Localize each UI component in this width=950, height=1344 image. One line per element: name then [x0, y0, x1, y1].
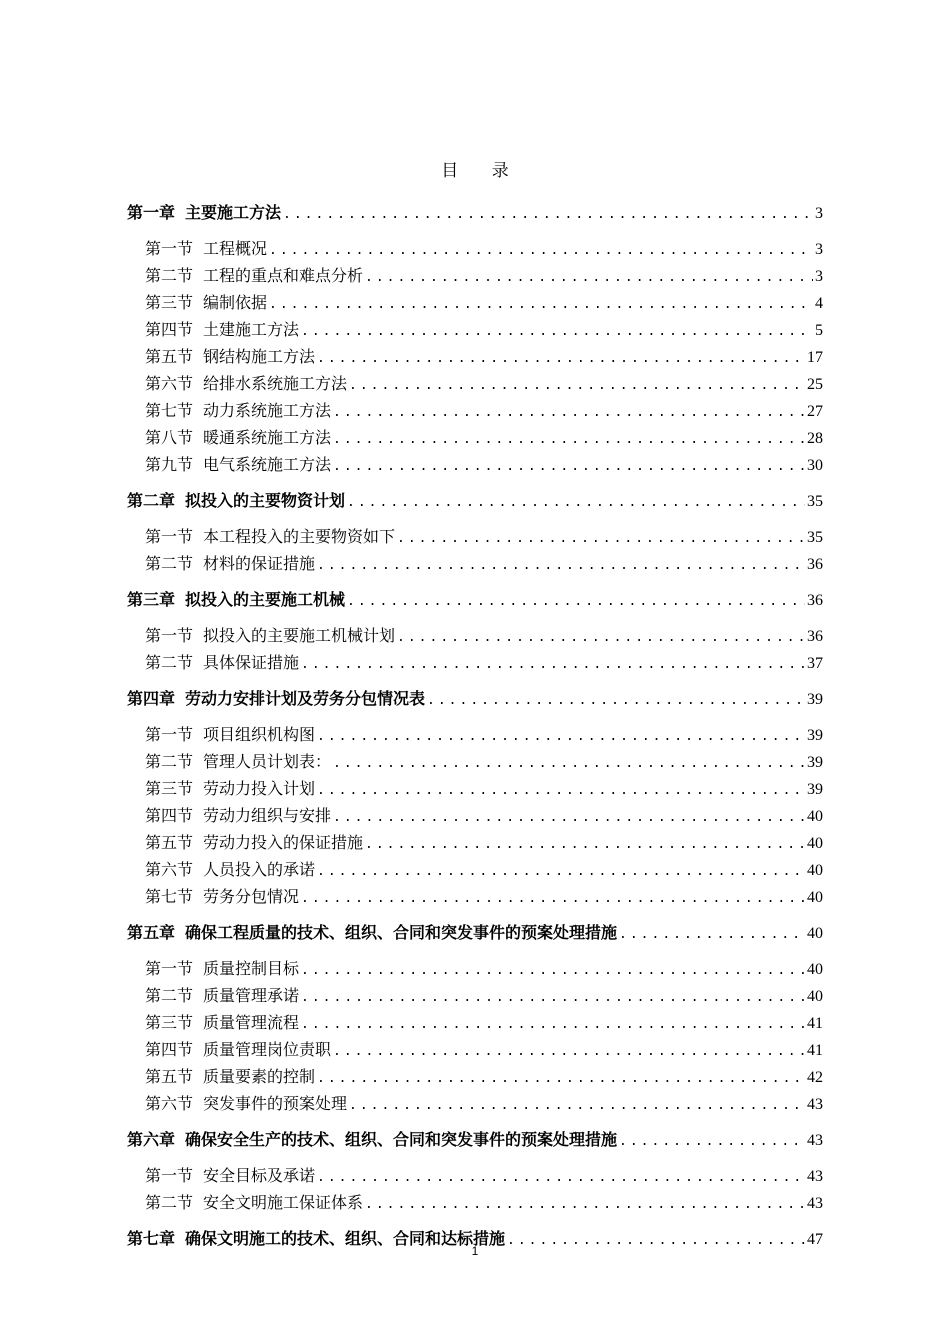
- toc-section-entry[interactable]: [127, 983, 823, 1010]
- entry-title: 确保安全生产的技术、组织、合同和突发事件的预案处理措施: [185, 1130, 618, 1149]
- entry-number: 第一章: [127, 203, 176, 222]
- entry-title: 工程的重点和难点分析: [203, 266, 364, 285]
- toc-section-entry[interactable]: [127, 1091, 823, 1118]
- entry-page-number: 35: [807, 493, 823, 510]
- toc-chapter-entry[interactable]: [127, 686, 823, 713]
- entry-title: 突发事件的预案处理: [203, 1094, 348, 1113]
- entry-number: 第五节: [145, 833, 194, 852]
- entry-page-number: 25: [807, 376, 823, 393]
- entry-title: 质量管理流程: [203, 1013, 300, 1032]
- entry-number: 第一节: [145, 239, 194, 258]
- entry-title: 劳动力组织与安排: [203, 806, 332, 825]
- dot-leader: [333, 400, 805, 425]
- dot-leader: [347, 490, 805, 515]
- entry-title: 质量管理承诺: [203, 986, 300, 1005]
- entry-page-number: 39: [807, 781, 823, 798]
- dot-leader: [397, 625, 805, 650]
- toc-section-entry[interactable]: [127, 956, 823, 983]
- entry-title: 暖通系统施工方法: [203, 428, 332, 447]
- entry-title: 确保工程质量的技术、组织、合同和突发事件的预案处理措施: [185, 923, 618, 942]
- toc-section-entry[interactable]: [127, 290, 823, 317]
- entry-title: 工程概况: [203, 239, 268, 258]
- entry-title: 安全目标及承诺: [203, 1166, 316, 1185]
- entry-page-number: 41: [807, 1015, 823, 1032]
- entry-page-number: 41: [807, 1042, 823, 1059]
- toc-section-entry[interactable]: [127, 776, 823, 803]
- dot-leader: [427, 688, 805, 713]
- dot-leader: [269, 238, 813, 263]
- entry-page-number: 40: [807, 889, 823, 906]
- entry-number: 第二节: [145, 653, 194, 672]
- entry-page-number: 36: [807, 628, 823, 645]
- toc-section-entry[interactable]: [127, 749, 823, 776]
- entry-title: 本工程投入的主要物资如下: [203, 527, 396, 546]
- dot-leader: [365, 265, 813, 290]
- dot-leader: [301, 652, 805, 677]
- toc-section-entry[interactable]: [127, 1064, 823, 1091]
- entry-title: 确保文明施工的技术、组织、合同和达标措施: [185, 1229, 506, 1248]
- entry-page-number: 43: [807, 1096, 823, 1113]
- entry-page-number: 30: [807, 457, 823, 474]
- dot-leader: [301, 985, 805, 1010]
- dot-leader: [317, 859, 805, 884]
- entry-number: 第四章: [127, 689, 176, 708]
- entry-page-number: 40: [807, 862, 823, 879]
- dot-leader: [317, 778, 805, 803]
- toc-section-entry[interactable]: [127, 1190, 823, 1217]
- entry-page-number: 5: [815, 322, 823, 339]
- entry-number: 第四节: [145, 1040, 194, 1059]
- entry-number: 第二节: [145, 266, 194, 285]
- entry-page-number: 17: [807, 349, 823, 366]
- entry-title: 给排水系统施工方法: [203, 374, 348, 393]
- entry-title: 具体保证措施: [203, 653, 300, 672]
- toc-section-entry[interactable]: [127, 857, 823, 884]
- entry-page-number: 43: [807, 1132, 823, 1149]
- entry-number: 第三章: [127, 590, 176, 609]
- entry-title: 人员投入的承诺: [203, 860, 316, 879]
- entry-title: 管理人员计划表：: [203, 752, 332, 771]
- entry-page-number: 35: [807, 529, 823, 546]
- entry-number: 第二节: [145, 1193, 194, 1212]
- toc-section-entry[interactable]: [127, 623, 823, 650]
- dot-leader: [317, 346, 805, 371]
- entry-title: 质量控制目标: [203, 959, 300, 978]
- toc-section-entry[interactable]: [127, 830, 823, 857]
- entry-number: 第二章: [127, 491, 176, 510]
- dot-leader: [333, 427, 805, 452]
- toc-section-entry[interactable]: [127, 425, 823, 452]
- toc-chapter-entry[interactable]: [127, 587, 823, 614]
- entry-title: 质量要素的控制: [203, 1067, 316, 1086]
- entry-title: 主要施工方法: [185, 203, 282, 222]
- dot-leader: [301, 319, 813, 344]
- entry-page-number: 36: [807, 556, 823, 573]
- dot-leader: [317, 1165, 805, 1190]
- entry-number: 第三节: [145, 779, 194, 798]
- toc-section-entry[interactable]: [127, 650, 823, 677]
- toc-section-entry[interactable]: [127, 371, 823, 398]
- entry-title: 安全文明施工保证体系: [203, 1193, 364, 1212]
- entry-title: 动力系统施工方法: [203, 401, 332, 420]
- entry-number: 第六节: [145, 860, 194, 879]
- dot-leader: [317, 553, 805, 578]
- entry-page-number: 28: [807, 430, 823, 447]
- entry-title: 拟投入的主要施工机械: [185, 590, 346, 609]
- toc-section-entry[interactable]: [127, 452, 823, 479]
- toc-section-entry[interactable]: [127, 398, 823, 425]
- entry-title: 劳动力投入的保证措施: [203, 833, 364, 852]
- entry-title: 材料的保证措施: [203, 554, 316, 573]
- entry-number: 第四节: [145, 320, 194, 339]
- entry-number: 第二节: [145, 752, 194, 771]
- entry-number: 第五章: [127, 923, 176, 942]
- entry-title: 质量管理岗位责职: [203, 1040, 332, 1059]
- entry-number: 第六章: [127, 1130, 176, 1149]
- dot-leader: [619, 922, 805, 947]
- entry-number: 第八节: [145, 428, 194, 447]
- entry-page-number: 39: [807, 691, 823, 708]
- entry-title: 劳务分包情况: [203, 887, 300, 906]
- toc-section-entry[interactable]: [127, 344, 823, 371]
- toc-section-entry[interactable]: [127, 1163, 823, 1190]
- dot-leader: [317, 724, 805, 749]
- toc-section-entry[interactable]: [127, 236, 823, 263]
- entry-page-number: 40: [807, 988, 823, 1005]
- entry-title: 电气系统施工方法: [203, 455, 332, 474]
- dot-leader: [333, 1039, 805, 1064]
- toc-chapter-entry[interactable]: [127, 488, 823, 515]
- entry-title: 劳动力安排计划及劳务分包情况表: [185, 689, 426, 708]
- entry-title: 项目组织机构图: [203, 725, 316, 744]
- entry-title: 钢结构施工方法: [203, 347, 316, 366]
- toc-section-entry[interactable]: [127, 317, 823, 344]
- entry-number: 第一节: [145, 959, 194, 978]
- toc-section-entry[interactable]: [127, 722, 823, 749]
- entry-number: 第六节: [145, 374, 194, 393]
- entry-page-number: 37: [807, 655, 823, 672]
- entry-page-number: 43: [807, 1168, 823, 1185]
- entry-number: 第七节: [145, 401, 194, 420]
- entry-title: 劳动力投入计划: [203, 779, 316, 798]
- toc-section-entry[interactable]: [127, 263, 823, 290]
- entry-number: 第一节: [145, 626, 194, 645]
- entry-title: 拟投入的主要施工机械计划: [203, 626, 396, 645]
- entry-number: 第一节: [145, 1166, 194, 1185]
- entry-number: 第二节: [145, 986, 194, 1005]
- entry-page-number: 3: [815, 268, 823, 285]
- dot-leader: [333, 805, 805, 830]
- entry-number: 第七节: [145, 887, 194, 906]
- toc-section-entry[interactable]: [127, 884, 823, 911]
- table-of-contents: [127, 200, 823, 1253]
- dot-leader: [301, 886, 805, 911]
- entry-number: 第一节: [145, 527, 194, 546]
- entry-number: 第五节: [145, 1067, 194, 1086]
- entry-page-number: 3: [815, 205, 823, 222]
- entry-page-number: 47: [807, 1231, 823, 1248]
- toc-section-entry[interactable]: [127, 1010, 823, 1037]
- entry-page-number: 3: [815, 241, 823, 258]
- entry-number: 第九节: [145, 455, 194, 474]
- dot-leader: [349, 373, 805, 398]
- entry-page-number: 39: [807, 754, 823, 771]
- entry-number: 第四节: [145, 806, 194, 825]
- entry-page-number: 36: [807, 592, 823, 609]
- entry-page-number: 42: [807, 1069, 823, 1086]
- dot-leader: [301, 1012, 805, 1037]
- dot-leader: [365, 832, 805, 857]
- entry-page-number: 27: [807, 403, 823, 420]
- entry-title: 编制依据: [203, 293, 268, 312]
- entry-page-number: 40: [807, 808, 823, 825]
- toc-section-entry[interactable]: [127, 803, 823, 830]
- dot-leader: [301, 958, 805, 983]
- dot-leader: [619, 1129, 805, 1154]
- toc-section-entry[interactable]: [127, 551, 823, 578]
- entry-page-number: 40: [807, 925, 823, 942]
- entry-page-number: 43: [807, 1195, 823, 1212]
- entry-page-number: 4: [815, 295, 823, 312]
- dot-leader: [333, 751, 805, 776]
- entry-title: 拟投入的主要物资计划: [185, 491, 346, 510]
- entry-number: 第三节: [145, 293, 194, 312]
- toc-chapter-entry[interactable]: [127, 200, 823, 227]
- toc-title: 目 录: [441, 161, 523, 181]
- dot-leader: [397, 526, 805, 551]
- entry-number: 第二节: [145, 554, 194, 573]
- entry-number: 第六节: [145, 1094, 194, 1113]
- dot-leader: [347, 589, 805, 614]
- dot-leader: [333, 454, 805, 479]
- dot-leader: [317, 1066, 805, 1091]
- entry-page-number: 39: [807, 727, 823, 744]
- toc-chapter-entry[interactable]: [127, 920, 823, 947]
- toc-chapter-entry[interactable]: [127, 1127, 823, 1154]
- dot-leader: [269, 292, 813, 317]
- dot-leader: [365, 1192, 805, 1217]
- entry-page-number: 40: [807, 961, 823, 978]
- entry-number: 第三节: [145, 1013, 194, 1032]
- entry-number: 第五节: [145, 347, 194, 366]
- entry-number: 第一节: [145, 725, 194, 744]
- entry-number: 第七章: [127, 1229, 176, 1248]
- toc-section-entry[interactable]: [127, 1037, 823, 1064]
- page-number: 1: [471, 1244, 479, 1258]
- entry-page-number: 40: [807, 835, 823, 852]
- dot-leader: [349, 1093, 805, 1118]
- toc-section-entry[interactable]: [127, 524, 823, 551]
- entry-title: 土建施工方法: [203, 320, 300, 339]
- dot-leader: [283, 202, 813, 227]
